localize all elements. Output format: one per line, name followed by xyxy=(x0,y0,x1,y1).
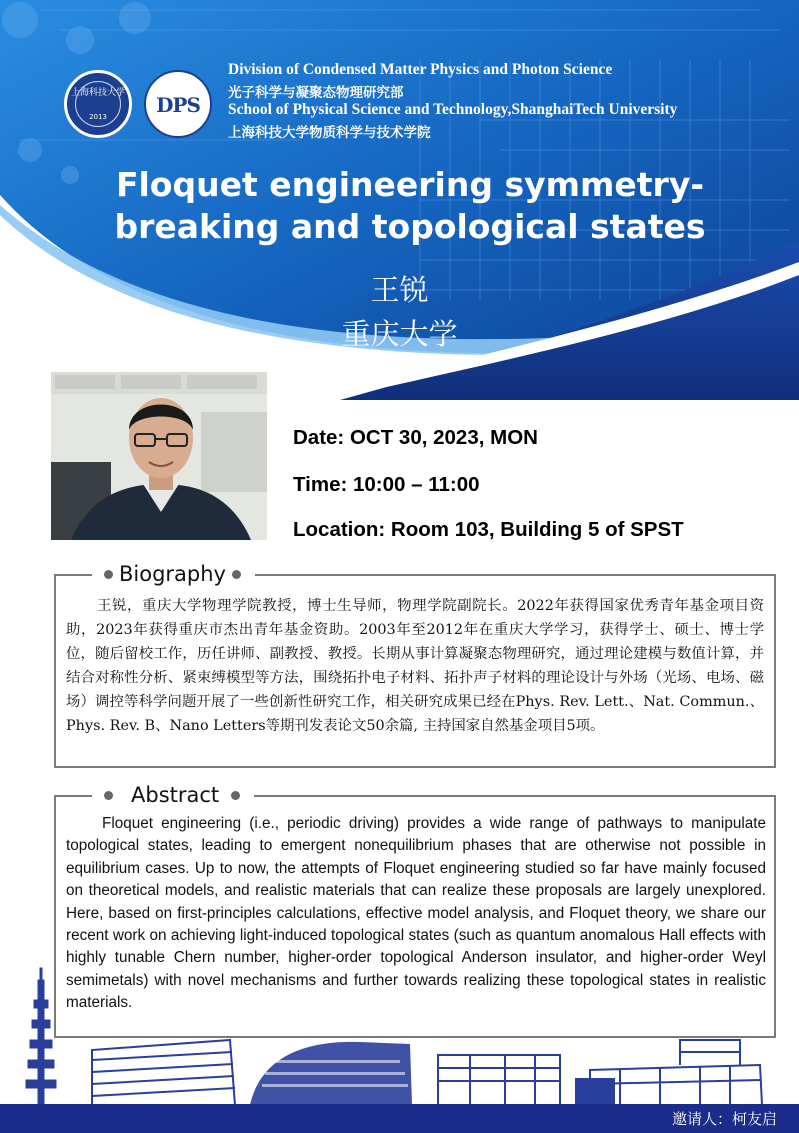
abstract-heading: Abstract xyxy=(92,783,254,807)
shanghaitech-logo xyxy=(64,70,132,138)
talk-date: Date: OCT 30, 2023, MON xyxy=(293,426,538,449)
title-line-1: Floquet engineering symmetry- xyxy=(115,165,705,204)
org-line-1: Division of Condensed Matter Physics and Photon Science xyxy=(228,61,613,78)
campus-skyline-illustration xyxy=(0,960,799,1106)
portrait-illustration xyxy=(51,372,267,540)
bullet-dot-icon xyxy=(231,791,240,800)
talk-time: Time: 10:00 – 11:00 xyxy=(293,473,480,496)
logo-text: 上海科技大学 xyxy=(70,88,125,98)
title-line-2: breaking and topological states xyxy=(114,207,706,246)
org-line-2: 光子科学与凝聚态物理研究部 xyxy=(228,85,404,101)
abstract-text: Floquet engineering (i.e., periodic driving) provides a wide range of pathways to manipulate topological states, leading to emergent nonequilibrium phases that are otherwise not possible in equilibrium cases. Up to now, the attempts of Floquet engineering studied so far have mainly focused on theoretical models, and realistic materials that can realize these proposals are largely unexplored. Here, based on first-principles calculations, effective model analysis, and Floquet theory, we share our recent work on achieving light-induced topological states (such as quantum anomalous Hall effects with highly tunable Chern number, higher-order topological Anderson insulator, and higher-order Weyl semimetals) with novel mechanisms and further towards realizing these topological states in realistic materials. xyxy=(66,815,766,1012)
talk-location: Location: Room 103, Building 5 of SPST xyxy=(293,518,684,541)
talk-title xyxy=(60,164,760,248)
logo-year: 2013 xyxy=(89,113,107,121)
bullet-dot-icon xyxy=(104,570,113,579)
biography-heading: Biography xyxy=(92,562,255,586)
org-line-3: School of Physical Science and Technology,ShanghaiTech University xyxy=(228,101,678,118)
speaker-affiliation: 重庆大学 xyxy=(341,317,458,351)
dps-logo xyxy=(144,70,212,138)
inviter-text: 邀请人：柯友启 xyxy=(671,1110,777,1128)
speaker-photo xyxy=(51,372,267,540)
bullet-dot-icon xyxy=(104,791,113,800)
speaker-name: 王锐 xyxy=(370,273,429,307)
dps-logo-mark: DPS xyxy=(156,93,200,117)
org-line-4: 上海科技大学物质科学与技术学院 xyxy=(228,125,431,141)
bullet-dot-icon xyxy=(232,570,241,579)
biography-text: 王锐，重庆大学物理学院教授，博士生导师，物理学院副院长。2022年获得国家优秀青年基金项目资助，2023年获得重庆市杰出青年基金资助。2003年至2012年在重庆大学学习，获得学士、硕士、博士学位，随后留校工作，历任讲师、副教授、教授。长期从事计算凝聚态物理研究，通过理论建模与数值计算，并结合对称性分析、紧束缚模型等方法，围绕拓扑电子材料、拓扑声子材料的理论设计与外场（光场、电场、磁场）调控等科学问题开展了一些创新性研究工作，相关研究成果已经在Phys. Rev. Lett.、Nat. Commun.、Phys. Rev. B、Nano Letters等期刊发表论文50余篇, 主持国家自然基金项目5项。 xyxy=(66,598,764,734)
